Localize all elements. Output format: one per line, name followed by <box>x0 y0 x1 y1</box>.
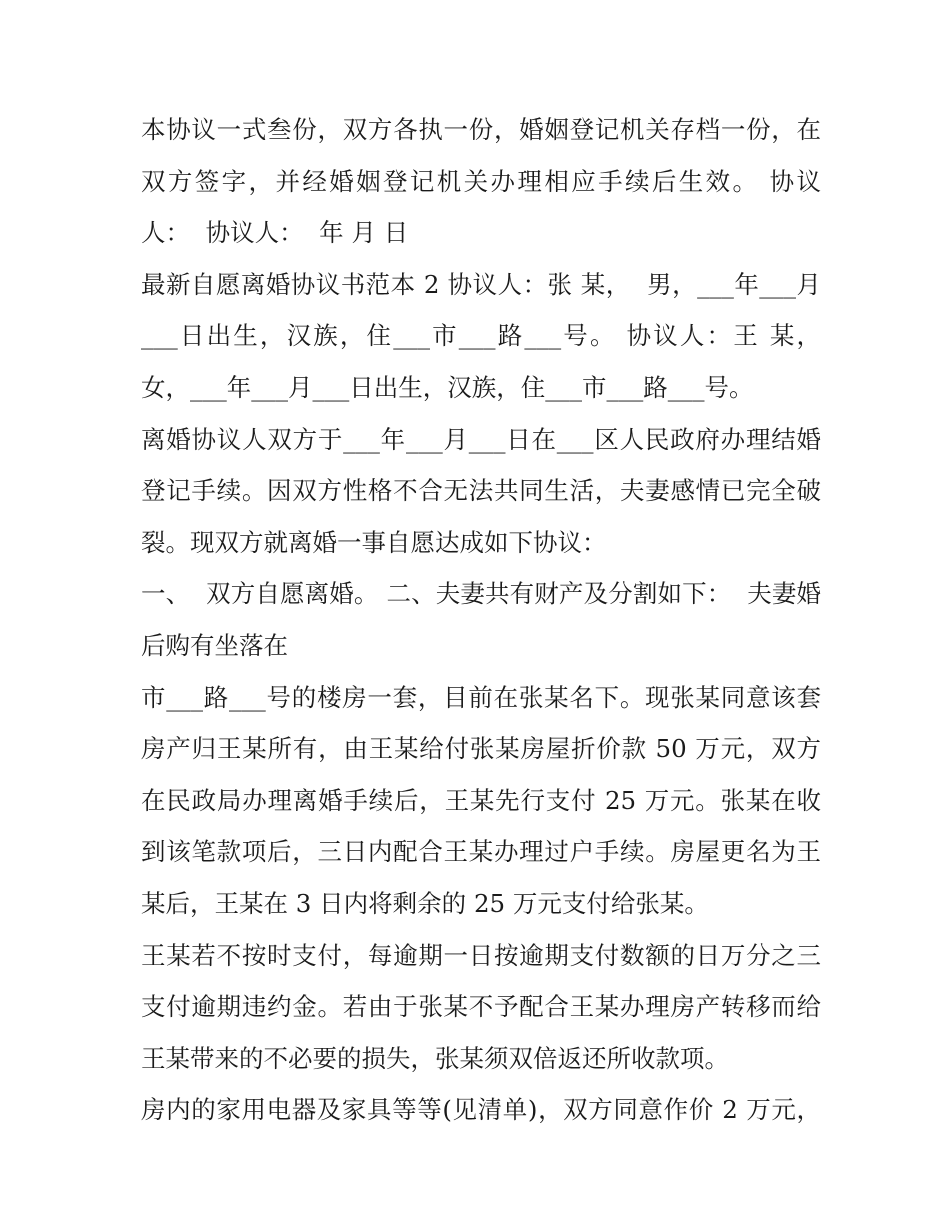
text-line: 女，___年___月___日出生，汉族，住___市___路___号。 <box>141 372 754 402</box>
text-line: 房产归王某所有，由王某给付张某房屋折价款 50 万元，双方 <box>141 734 821 764</box>
text-line: 登记手续。因双方性格不合无法共同生活，夫妻感情已完全破 <box>141 476 821 506</box>
text-line: ___日出生，汉族，住___市___路___号。 协议人：王 某， <box>141 321 821 351</box>
text-line: 在民政局办理离婚手续后，王某先行支付 25 万元。张某在收 <box>141 785 821 815</box>
text-line: 最新自愿离婚协议书范本 2 协议人：张 某， 男，___年___月 <box>141 269 821 299</box>
text-line: 到该笔款项后，三日内配合王某办理过户手续。房屋更名为王 <box>141 837 821 867</box>
text-line: 一、 双方自愿离婚。 二、夫妻共有财产及分割如下： 夫妻婚 <box>141 579 821 609</box>
text-line: 某后，王某在 3 日内将剩余的 25 万元支付给张某。 <box>141 888 709 918</box>
text-line: 房内的家用电器及家具等等(见清单)，双方同意作价 2 万元， <box>141 1095 821 1125</box>
text-line: 本协议一式叁份，双方各执一份，婚姻登记机关存档一份，在 <box>141 115 821 144</box>
text-line: 支付逾期违约金。若由于张某不予配合王某办理房产转移而给 <box>141 992 821 1022</box>
text-line: 离婚协议人双方于___年___月___日在___区人民政府办理结婚 <box>141 424 821 454</box>
text-line: 双方签字，并经婚姻登记机关办理相应手续后生效。 协议 <box>141 166 821 196</box>
agreement-text-block <box>141 104 821 1136</box>
text-line: 后购有坐落在 <box>141 630 288 660</box>
text-line: 市___路___号的楼房一套，目前在张某名下。现张某同意该套 <box>141 682 821 712</box>
text-line: 王某若不按时支付，每逾期一日按逾期支付数额的日万分之三 <box>141 940 821 970</box>
text-line: 王某带来的不必要的损失，张某须双倍返还所收款项。 <box>141 1043 729 1073</box>
text-line: 人： 协议人： 年 月 日 <box>141 218 409 248</box>
text-line: 裂。现双方就离婚一事自愿达成如下协议： <box>141 527 607 557</box>
